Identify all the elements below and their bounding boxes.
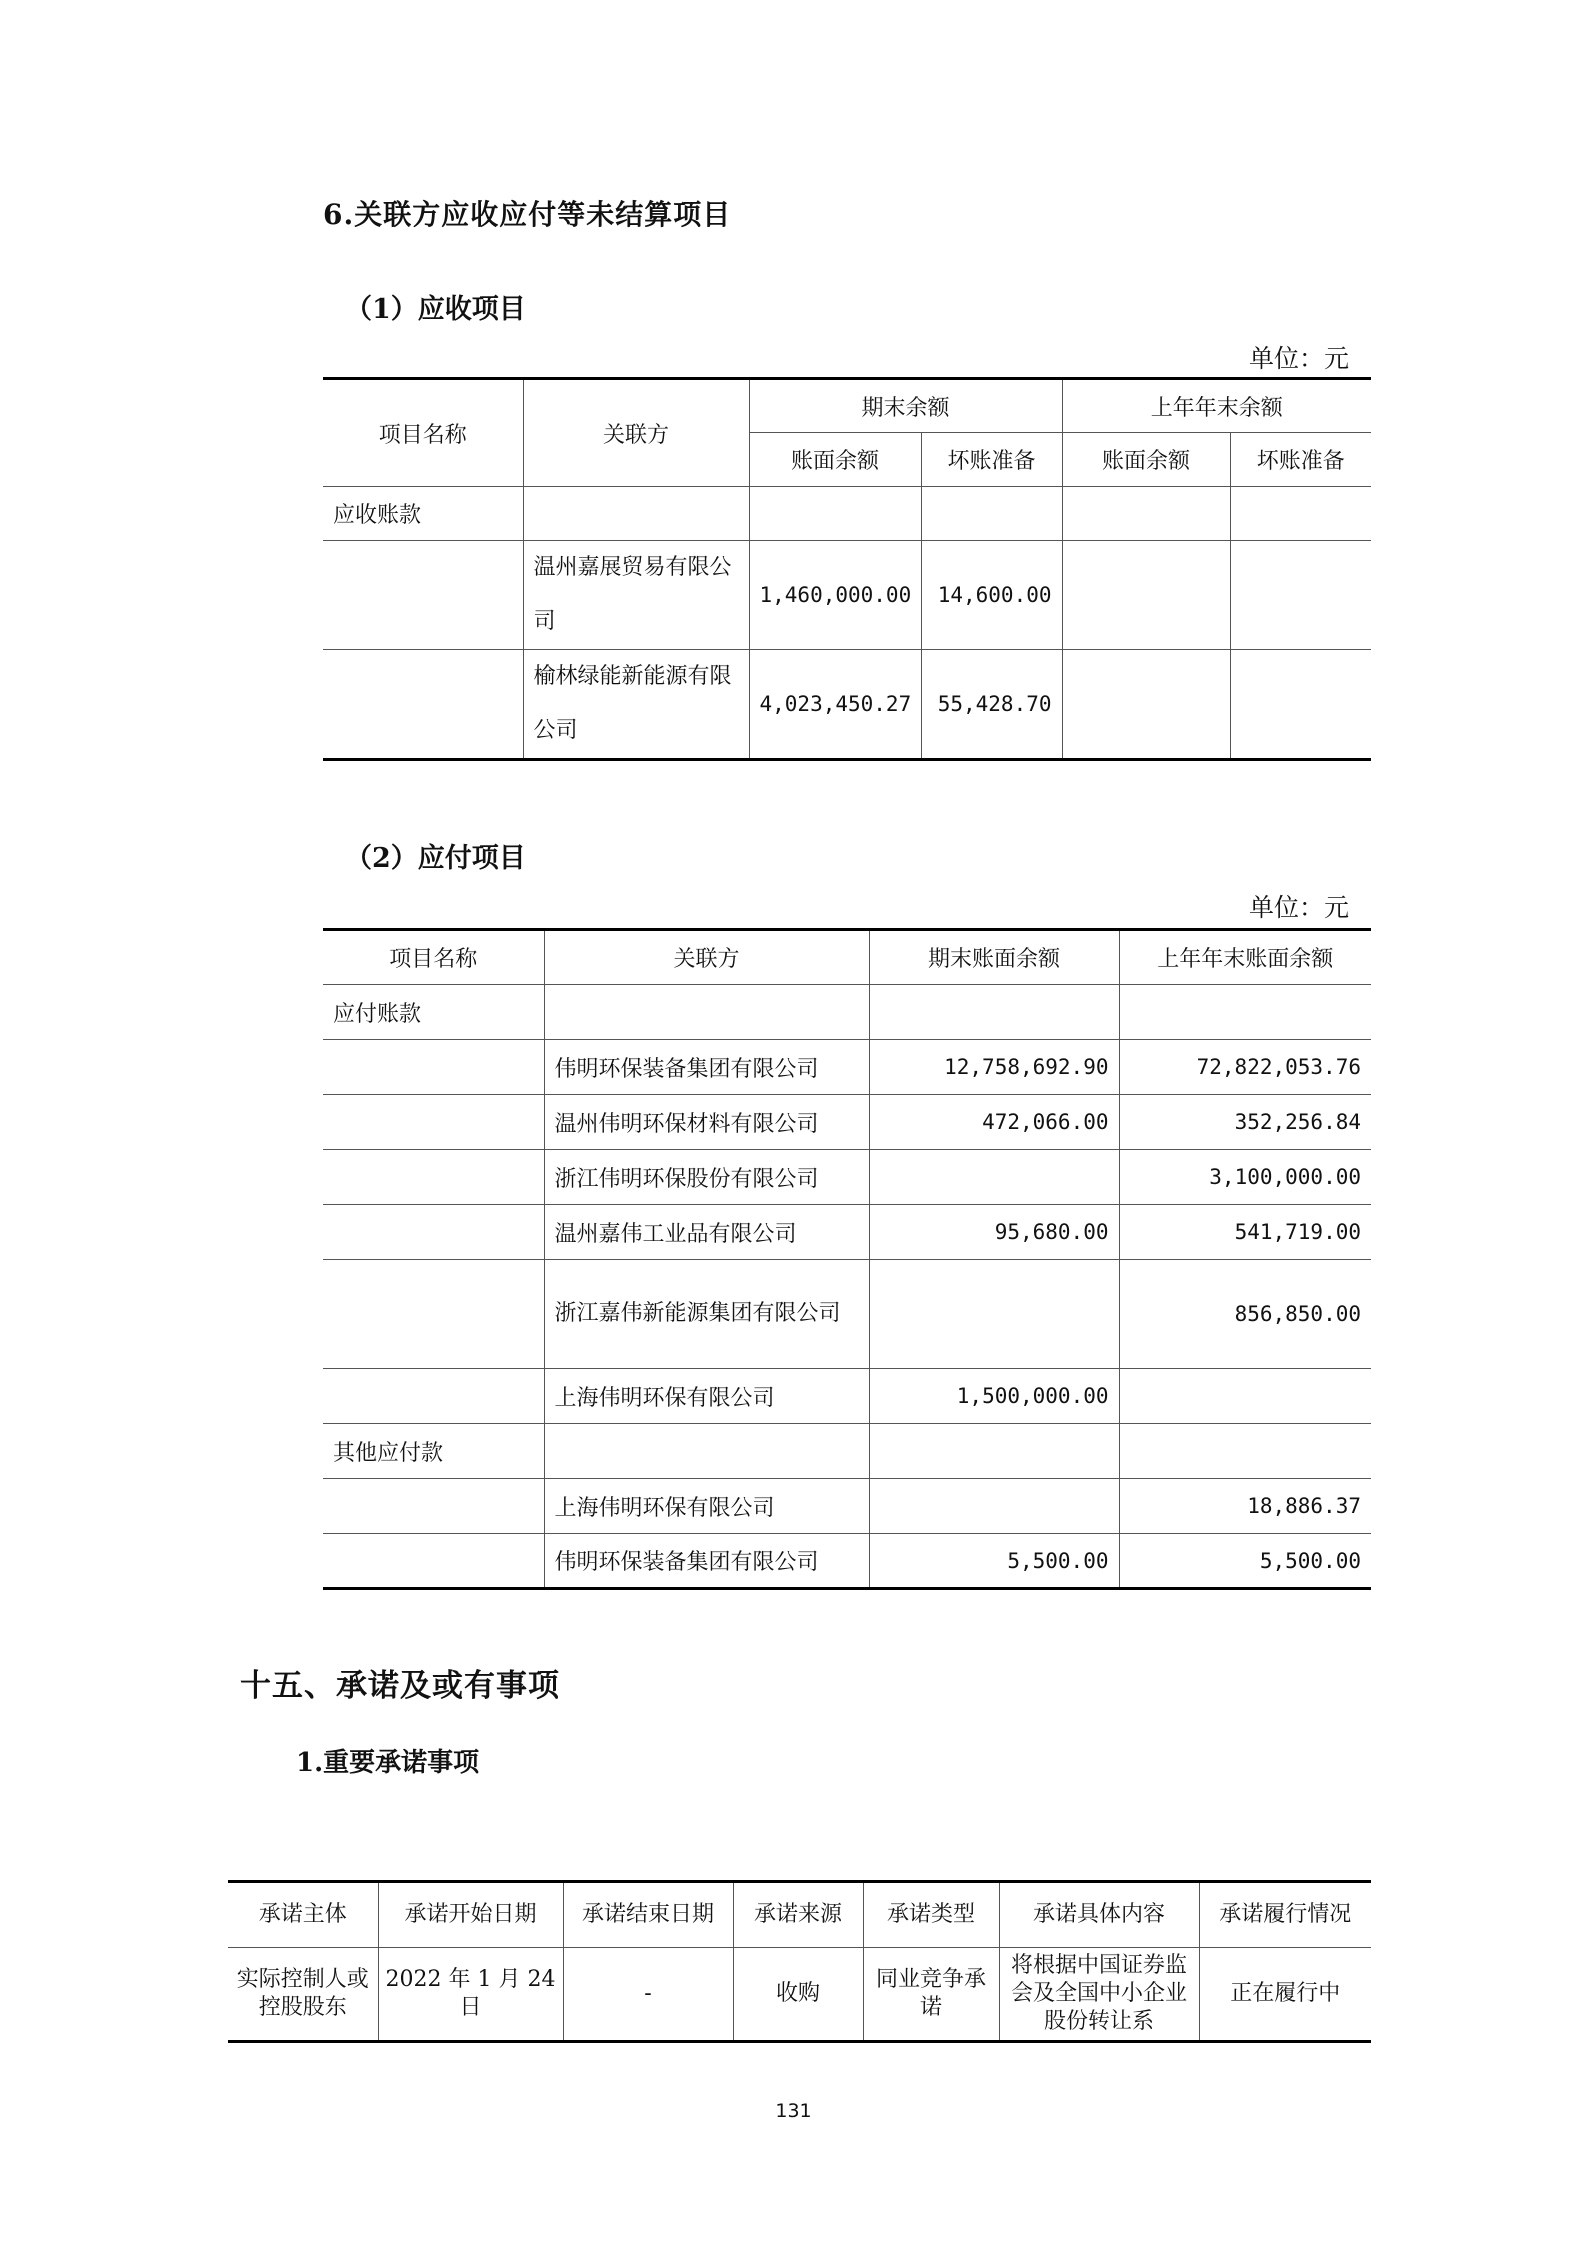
prior-year-amount: 18,886.37 (1119, 1479, 1371, 1534)
period-end-amount: 5,500.00 (869, 1534, 1119, 1589)
source: 收购 (733, 1948, 863, 2042)
header-bad-debt: 坏账准备 (921, 433, 1062, 487)
related-party: 温州伟明环保材料有限公司 (544, 1095, 869, 1150)
header-commitment-subject: 承诺主体 (228, 1882, 378, 1948)
table-row (323, 1479, 1371, 1534)
book-balance: 4,023,450.27 (749, 650, 921, 760)
period-end-amount (869, 1150, 1119, 1205)
period-end-amount: 95,680.00 (869, 1205, 1119, 1260)
status: 正在履行中 (1199, 1948, 1371, 2042)
table-row (323, 1260, 1371, 1369)
related-party: 浙江嘉伟新能源集团有限公司 (544, 1260, 869, 1369)
related-party: 榆林绿能新能源有限公司 (523, 650, 749, 760)
table-row (323, 1095, 1371, 1150)
related-party: 伟明环保装备集团有限公司 (544, 1040, 869, 1095)
category-label: 应付账款 (323, 985, 544, 1040)
header-related-party: 关联方 (544, 930, 869, 985)
prior-year-amount: 72,822,053.76 (1119, 1040, 1371, 1095)
prior-year-amount: 856,850.00 (1119, 1260, 1371, 1369)
payable-table (323, 928, 1371, 1590)
header-type: 承诺类型 (863, 1882, 999, 1948)
section-15-subtitle: 1.重要承诺事项 (296, 1748, 480, 1778)
period-end-amount: 472,066.00 (869, 1095, 1119, 1150)
table-row (323, 1369, 1371, 1424)
period-end-amount: 1,500,000.00 (869, 1369, 1119, 1424)
header-period-end-book: 期末账面余额 (869, 930, 1119, 985)
prior-bad-debt (1230, 650, 1371, 760)
table-row (228, 1948, 1371, 2042)
related-party: 浙江伟明环保股份有限公司 (544, 1150, 869, 1205)
payable-unit: 单位：元 (1248, 893, 1349, 922)
end-date: - (563, 1948, 733, 2042)
header-start-date: 承诺开始日期 (378, 1882, 563, 1948)
related-party: 伟明环保装备集团有限公司 (544, 1534, 869, 1589)
period-end-amount (869, 1479, 1119, 1534)
prior-year-amount: 3,100,000.00 (1119, 1150, 1371, 1205)
receivable-table (323, 377, 1371, 761)
category-label: 应收账款 (323, 487, 523, 541)
prior-book-balance (1062, 541, 1230, 650)
page-number: 131 (775, 2100, 812, 2122)
category-label: 其他应付款 (323, 1424, 544, 1479)
header-period-end: 期末余额 (749, 379, 1062, 433)
header-item-name: 项目名称 (323, 930, 544, 985)
table-row (323, 650, 1371, 760)
header-related-party: 关联方 (523, 379, 749, 487)
header-prior-year-end-book: 上年年末账面余额 (1119, 930, 1371, 985)
prior-year-amount: 541,719.00 (1119, 1205, 1371, 1260)
prior-year-amount (1119, 1369, 1371, 1424)
bad-debt: 55,428.70 (921, 650, 1062, 760)
commitment-subject: 实际控制人或控股股东 (228, 1948, 378, 2042)
header-source: 承诺来源 (733, 1882, 863, 1948)
prior-bad-debt (1230, 541, 1371, 650)
related-party: 温州嘉展贸易有限公司 (523, 541, 749, 650)
period-end-amount: 12,758,692.90 (869, 1040, 1119, 1095)
header-book-balance: 账面余额 (749, 433, 921, 487)
book-balance: 1,460,000.00 (749, 541, 921, 650)
type: 同业竞争承诺 (863, 1948, 999, 2042)
table-row (323, 541, 1371, 650)
section-6-title: 6.关联方应收应付等未结算项目 (323, 198, 732, 231)
payable-heading: （2）应付项目 (345, 843, 526, 874)
related-party: 温州嘉伟工业品有限公司 (544, 1205, 869, 1260)
table-row (323, 1150, 1371, 1205)
period-end-amount (869, 1260, 1119, 1369)
table-row (323, 1534, 1371, 1589)
header-item-name: 项目名称 (323, 379, 523, 487)
header-end-date: 承诺结束日期 (563, 1882, 733, 1948)
header-prior-bad-debt: 坏账准备 (1230, 433, 1371, 487)
content: 将根据中国证券监会及全国中小企业股份转让系 (999, 1948, 1199, 2042)
header-prior-book-balance: 账面余额 (1062, 433, 1230, 487)
header-content: 承诺具体内容 (999, 1882, 1199, 1948)
receivable-heading: （1）应收项目 (345, 294, 526, 325)
header-status: 承诺履行情况 (1199, 1882, 1371, 1948)
receivable-unit: 单位：元 (1248, 344, 1349, 373)
start-date: 2022 年 1 月 24 日 (378, 1948, 563, 2042)
section-15-title: 十五、承诺及或有事项 (240, 1668, 560, 1704)
header-prior-year-end: 上年年末余额 (1062, 379, 1371, 433)
related-party: 上海伟明环保有限公司 (544, 1369, 869, 1424)
bad-debt: 14,600.00 (921, 541, 1062, 650)
related-party: 上海伟明环保有限公司 (544, 1479, 869, 1534)
commitments-table (228, 1880, 1371, 2043)
prior-book-balance (1062, 650, 1230, 760)
prior-year-amount: 352,256.84 (1119, 1095, 1371, 1150)
table-row (323, 1205, 1371, 1260)
prior-year-amount: 5,500.00 (1119, 1534, 1371, 1589)
table-row (323, 1040, 1371, 1095)
